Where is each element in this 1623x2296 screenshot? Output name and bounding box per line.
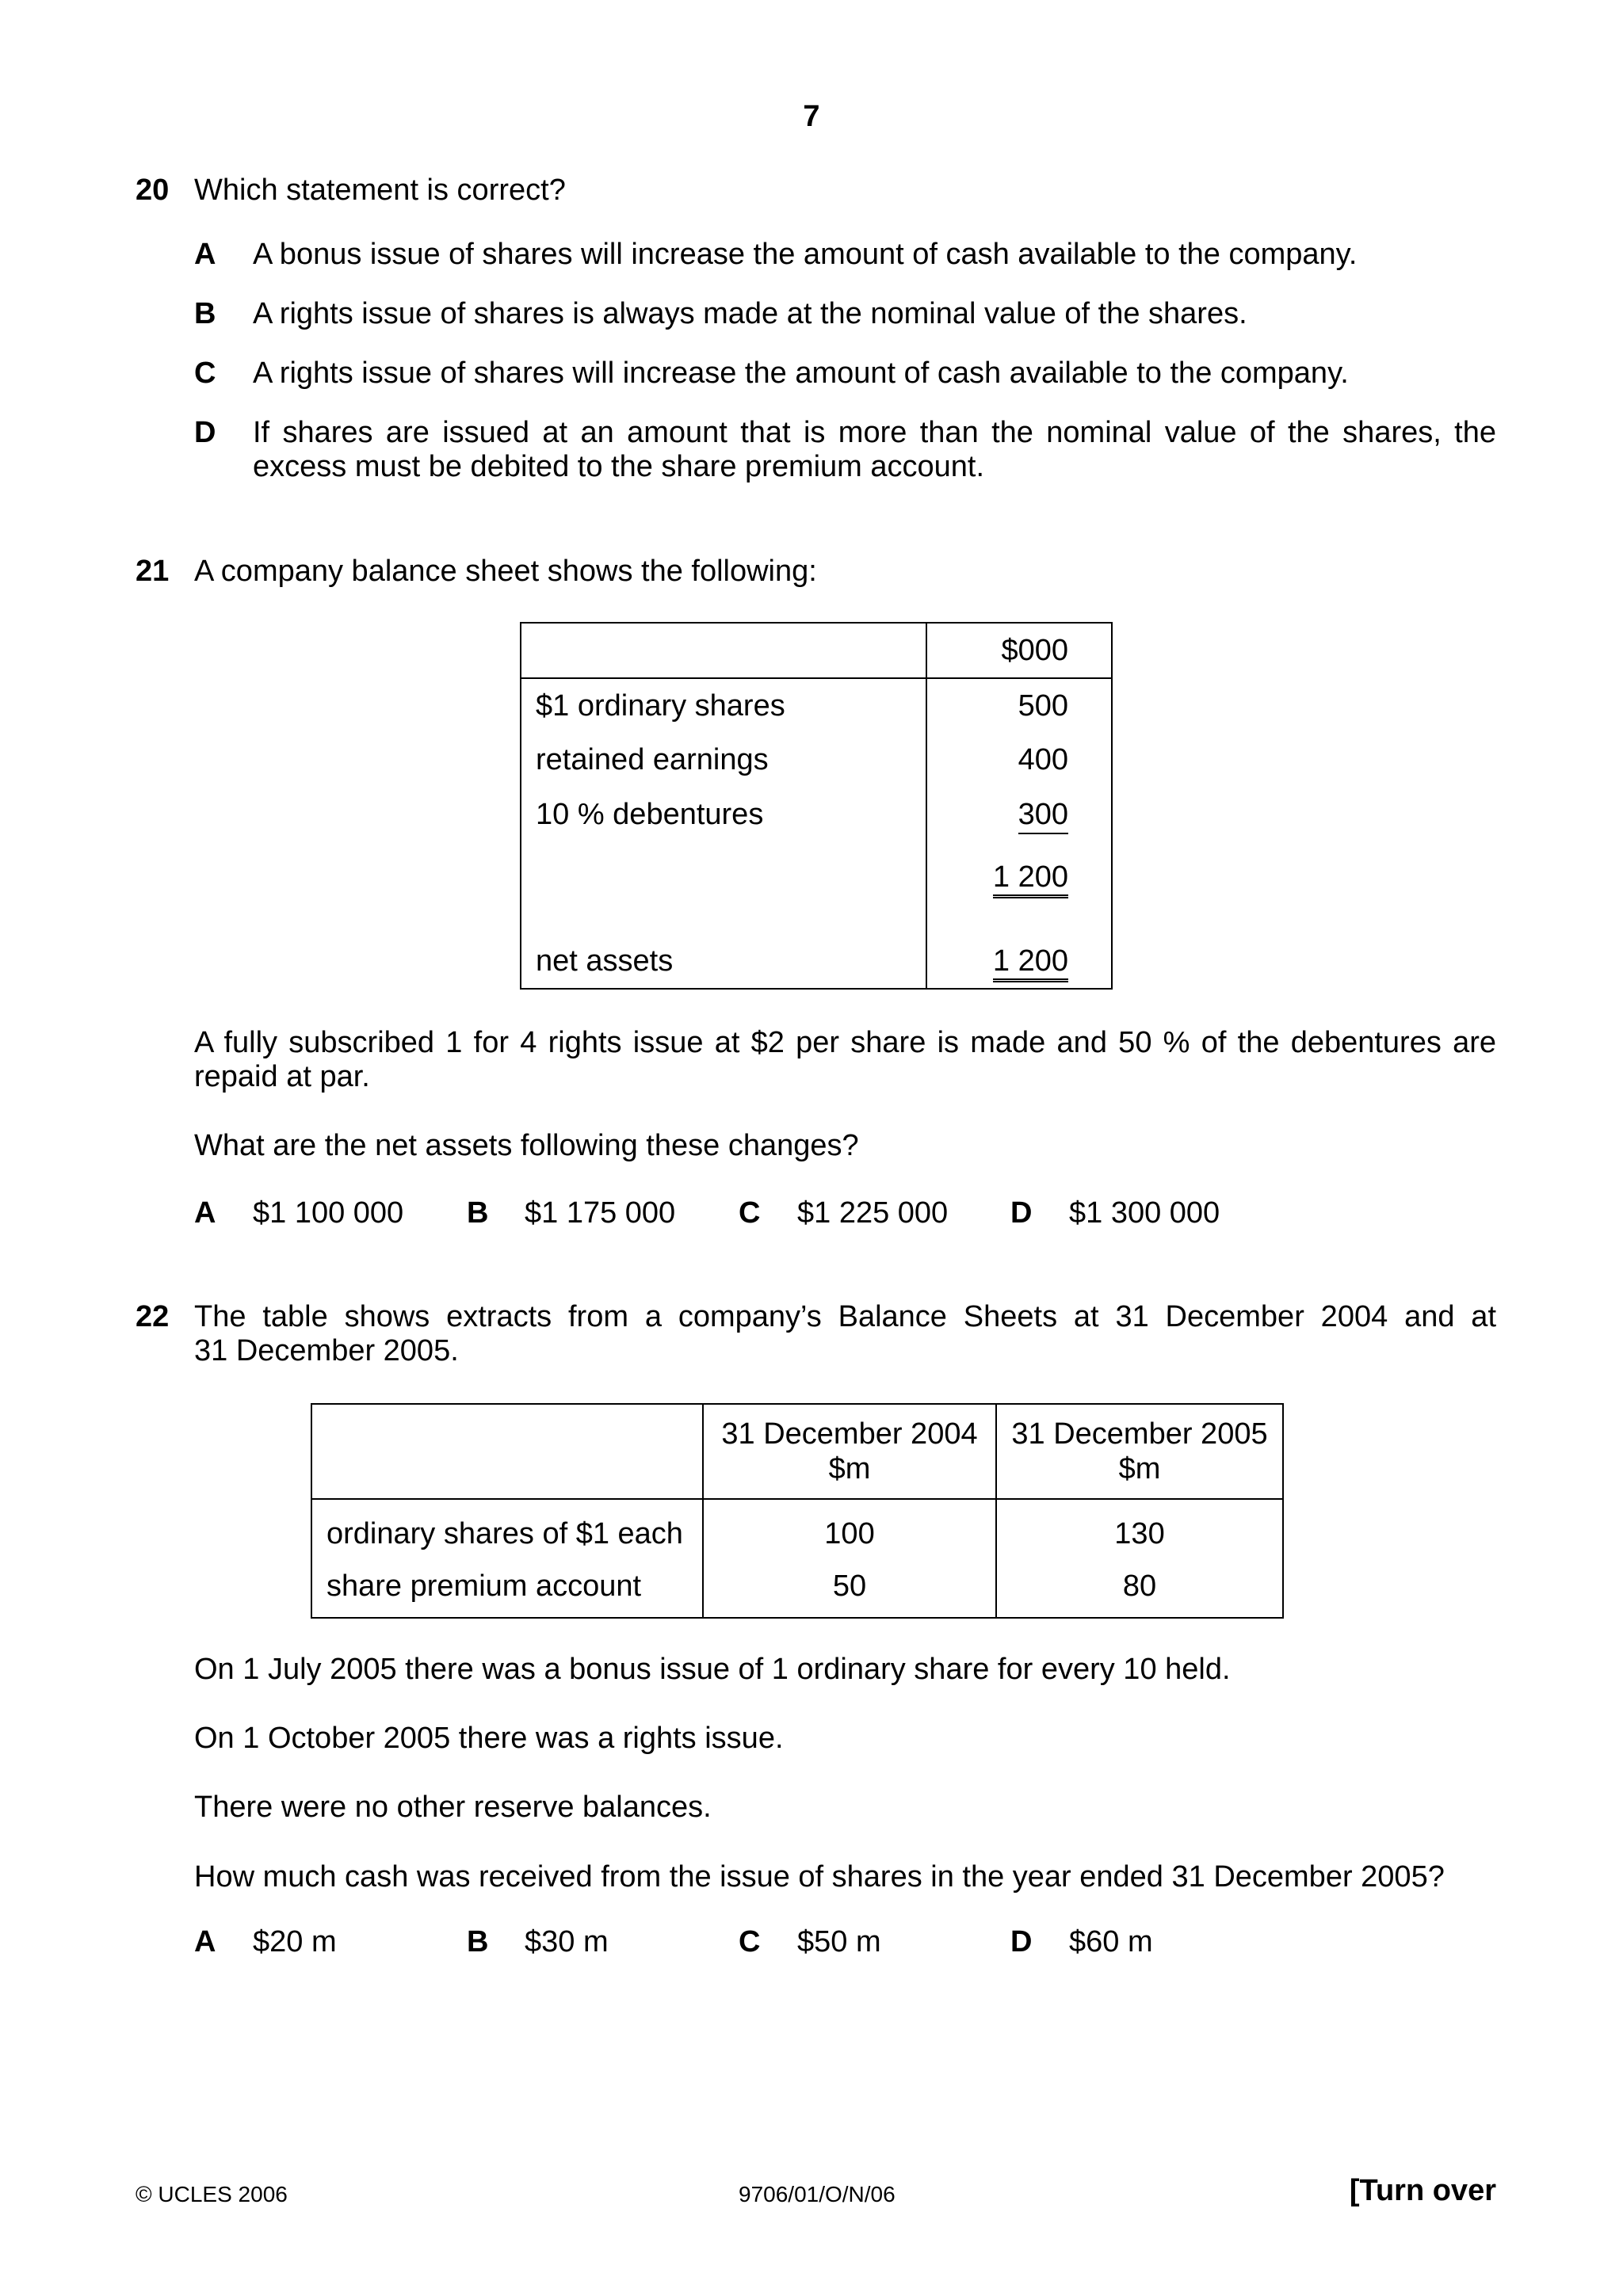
row-label: share premium account	[311, 1569, 703, 1618]
table-row	[521, 733, 1112, 788]
share-capital-table	[311, 1403, 1284, 1619]
option-text: If shares are issued at an amount that is more than the nominal value of the shares, the	[253, 416, 1496, 449]
column-header-date: 31 December 2004	[721, 1417, 978, 1451]
option-text-continued: excess must be debited to the share premium account.	[253, 450, 985, 483]
column-header-unit: $m	[1118, 1452, 1161, 1486]
answer-text: $20 m	[253, 1925, 337, 1958]
answer-letter: A	[194, 1196, 216, 1230]
answer-letter: A	[194, 1925, 216, 1958]
footer-copyright: © UCLES 2006	[136, 2182, 288, 2206]
question-number: 21	[136, 555, 170, 588]
question-prompt: How much cash was received from the issue of shares in the year ended 31 December 2005?	[194, 1860, 1445, 1894]
column-header-2004	[703, 1404, 996, 1499]
column-header-unit: $m	[828, 1452, 871, 1486]
value-2004: 50	[703, 1569, 996, 1618]
question-stem: Which statement is correct?	[194, 174, 566, 207]
answer-text: $1 300 000	[1069, 1196, 1220, 1230]
row-value: 300	[1018, 798, 1068, 834]
info-line: On 1 October 2005 there was a rights issue.	[194, 1722, 784, 1755]
page-number: 7	[803, 100, 820, 133]
question-number: 22	[136, 1300, 170, 1333]
question-stem: A company balance sheet shows the following:	[194, 555, 817, 588]
table-row	[521, 678, 1112, 733]
row-label: ordinary shares of $1 each	[311, 1499, 703, 1569]
value-2005: 80	[996, 1569, 1283, 1618]
subtotal-value: 1 200	[993, 860, 1068, 898]
answer-text: $60 m	[1069, 1925, 1153, 1958]
answer-letter: C	[739, 1925, 761, 1958]
table-row	[311, 1499, 1283, 1569]
answer-text: $1 175 000	[525, 1196, 676, 1230]
value-2005: 130	[996, 1499, 1283, 1569]
question-prompt: What are the net assets following these changes?	[194, 1129, 859, 1162]
net-assets-value: 1 200	[993, 944, 1068, 982]
row-label: 10 % debentures	[521, 788, 926, 842]
info-line: There were no other reserve balances.	[194, 1791, 712, 1824]
question-stem-continued: 31 December 2005.	[194, 1334, 459, 1367]
answer-letter: B	[467, 1196, 489, 1230]
option-text: A rights issue of shares is always made at the nominal value of the shares.	[253, 297, 1247, 330]
row-value: 400	[926, 733, 1112, 788]
paragraph-continued: repaid at par.	[194, 1060, 370, 1093]
answer-letter: D	[1010, 1925, 1033, 1958]
answer-text: $50 m	[797, 1925, 881, 1958]
answer-text: $30 m	[525, 1925, 609, 1958]
option-text: A rights issue of shares will increase the amount of cash available to the company.	[253, 357, 1349, 390]
column-header-date: 31 December 2005	[1011, 1417, 1268, 1451]
question-stem: The table shows extracts from a company’s Balance Sheets at 31 December 2004 and at	[194, 1300, 1496, 1333]
option-text: A bonus issue of shares will increase the amount of cash available to the company.	[253, 238, 1358, 271]
table-row	[521, 788, 1112, 842]
table-row	[311, 1569, 1283, 1618]
balance-sheet-table	[520, 622, 1113, 990]
paragraph: A fully subscribed 1 for 4 rights issue at $2 per share is made and 50 % of the debentures are	[194, 1026, 1496, 1059]
info-line: On 1 July 2005 there was a bonus issue of 1 ordinary share for every 10 held.	[194, 1653, 1231, 1686]
table-net-assets-row	[521, 912, 1112, 989]
row-label: $1 ordinary shares	[521, 678, 926, 733]
table-subtotal-row	[521, 842, 1112, 912]
option-letter: A	[194, 238, 216, 271]
table-header-blank	[311, 1404, 703, 1499]
column-header-2005	[996, 1404, 1283, 1499]
answer-letter: B	[467, 1925, 489, 1958]
table-header-currency: $000	[926, 623, 1112, 678]
net-assets-label: net assets	[521, 912, 926, 989]
answer-text: $1 225 000	[797, 1196, 949, 1230]
option-letter: D	[194, 416, 216, 449]
answer-letter: D	[1010, 1196, 1033, 1230]
row-label: retained earnings	[521, 733, 926, 788]
option-letter: B	[194, 297, 216, 330]
row-value: 500	[926, 678, 1112, 733]
footer-code: 9706/01/O/N/06	[739, 2182, 896, 2206]
answer-letter: C	[739, 1196, 761, 1230]
turn-over-label: [Turn over	[1349, 2174, 1496, 2207]
answer-text: $1 100 000	[253, 1196, 404, 1230]
table-header-blank	[521, 623, 926, 678]
value-2004: 100	[703, 1499, 996, 1569]
question-number: 20	[136, 174, 170, 207]
option-letter: C	[194, 357, 216, 390]
